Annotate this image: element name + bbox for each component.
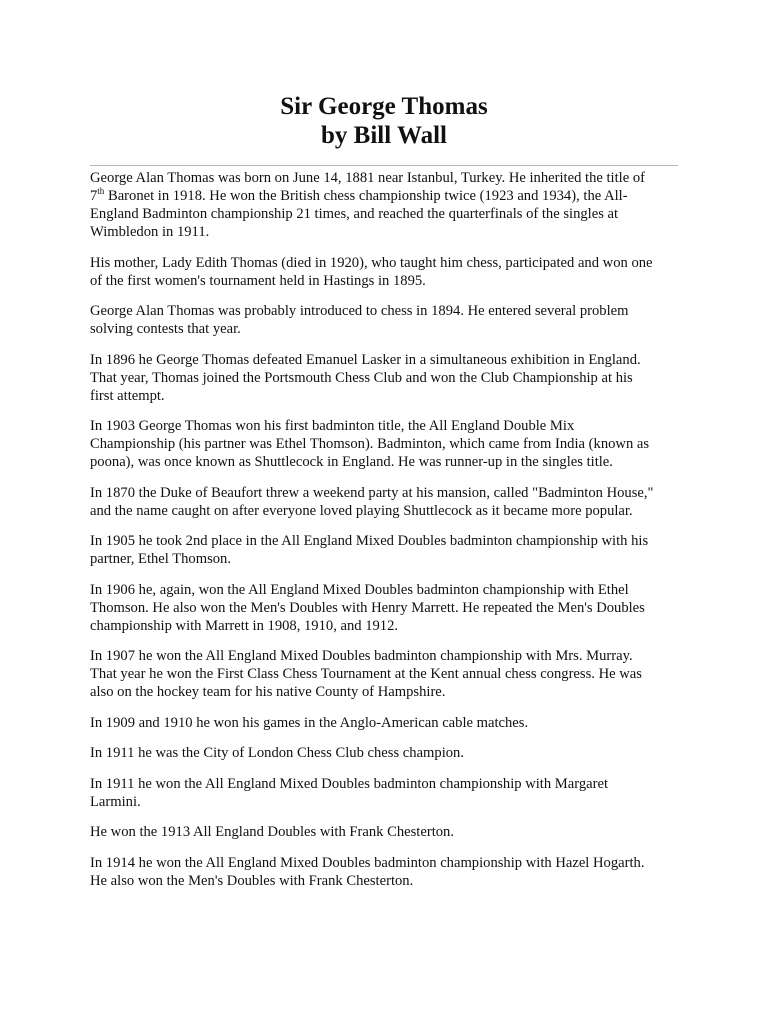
text-line: England Badminton championship 21 times, and reached the quarterfinals of the singles at [90, 206, 619, 222]
text-fragment: Baronet in 1918. He won the British chess championship twice (1923 and 1934), the All- [104, 188, 628, 204]
text-line: That year he won the First Class Chess Tournament at the Kent annual chess congress. He was [90, 666, 642, 682]
paragraph-birth [90, 169, 690, 241]
paragraph-1909 [90, 714, 690, 732]
text-line: championship with Marrett in 1908, 1910, and 1912. [90, 617, 399, 634]
text-line: In 1903 George Thomas won his first badminton title, the All England Double Mix [90, 418, 575, 434]
text-line: In 1907 he won the All England Mixed Doubles badminton championship with Mrs. Murray. [90, 648, 633, 664]
text-line: In 1911 he won the All England Mixed Doubles badminton championship with Margaret [90, 775, 608, 792]
paragraph-1911-badminton [90, 775, 690, 811]
title-line: Sir George Thomas [280, 93, 488, 120]
text-line [90, 188, 628, 204]
text-line: poona), was once known as Shuttlecock in England. He was runner-up in the singles title. [90, 454, 613, 470]
paragraph-1905 [90, 532, 690, 568]
text-line: His mother, Lady Edith Thomas (died in 1920), who taught him chess, participated and won one [90, 254, 653, 271]
paragraph-mother [90, 254, 690, 290]
text-line: Wimbledon in 1911. [90, 224, 210, 240]
text-line: In 1870 the Duke of Beaufort threw a weekend party at his mansion, called "Badminton House," [90, 484, 654, 501]
paragraph-1870 [90, 484, 690, 520]
text-line: In 1909 and 1910 he won his games in the Anglo-American cable matches. [90, 714, 529, 731]
paragraph-introduction [90, 302, 690, 338]
paragraph-1907 [90, 647, 690, 701]
paragraph-1906 [90, 581, 690, 635]
horizontal-divider [90, 165, 678, 166]
text-line: George Alan Thomas was probably introduced to chess in 1894. He entered several problem [90, 303, 629, 319]
document-title [0, 92, 768, 150]
paragraph-1911-chess [90, 744, 690, 762]
text-line: He also won the Men's Doubles with Frank Chesterton. [90, 872, 414, 889]
text-line: Thomson. He also won the Men's Doubles with Henry Marrett. He repeated the Men's Doubles [90, 599, 645, 616]
paragraph-1903 [90, 417, 690, 471]
paragraph-1913 [90, 823, 690, 841]
paragraph-1896 [90, 351, 690, 405]
ordinal-suffix: th [97, 186, 105, 196]
text-line: In 1911 he was the City of London Chess Club chess champion. [90, 745, 464, 761]
text-line: and the name caught on after everyone loved playing Shuttlecock as it became more popular. [90, 502, 633, 519]
text-line: Larmini. [90, 793, 141, 810]
baronet-number: 7 [90, 188, 98, 204]
text-line: In 1905 he took 2nd place in the All England Mixed Doubles badminton championship with his [90, 533, 649, 549]
author-byline: by Bill Wall [321, 122, 447, 149]
text-line: He won the 1913 All England Doubles with Frank Chesterton. [90, 824, 454, 840]
text-line: also on the hockey team for his native County of Hampshire. [90, 684, 446, 700]
text-line: In 1906 he, again, won the All England Mixed Doubles badminton championship with Ethel [90, 581, 629, 598]
text-line: That year, Thomas joined the Portsmouth Chess Club and won the Club Championship at his [90, 369, 633, 386]
text-line: In 1914 he won the All England Mixed Doubles badminton championship with Hazel Hogarth. [90, 854, 645, 871]
text-line: partner, Ethel Thomson. [90, 551, 231, 567]
article-body [90, 169, 690, 902]
text-line: Championship (his partner was Ethel Thomson). Badminton, which came from India (known as [90, 436, 650, 452]
paragraph-1914 [90, 854, 690, 890]
text-line: of the first women's tournament held in Hastings in 1895. [90, 272, 426, 289]
text-line: George Alan Thomas was born on June 14, 1881 near Istanbul, Turkey. He inherited the title of [90, 170, 646, 186]
text-line: first attempt. [90, 387, 165, 404]
text-line: In 1896 he George Thomas defeated Emanuel Lasker in a simultaneous exhibition in England. [90, 351, 641, 368]
text-line: solving contests that year. [90, 321, 241, 337]
